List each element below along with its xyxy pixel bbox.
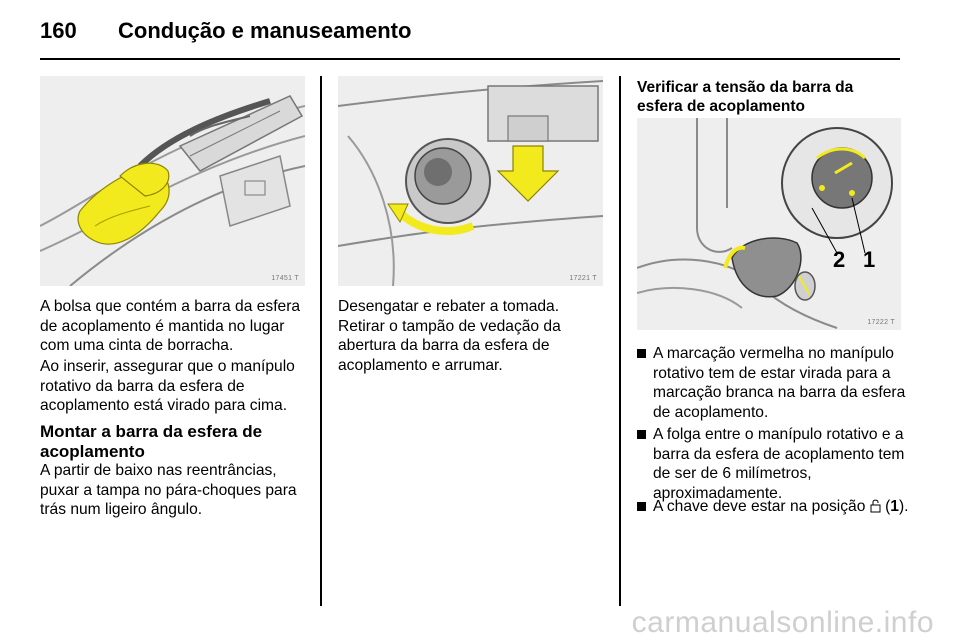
header-rule (40, 58, 900, 60)
page-number: 160 (40, 18, 77, 43)
figure-tension-check (637, 118, 901, 330)
chapter-title: Condução e manuseamento (118, 18, 412, 43)
bullet-3-end: ). (898, 498, 909, 515)
bullet-marker (637, 430, 646, 439)
callout-1: 1 (863, 247, 876, 272)
bullet-3-ref: 1 (890, 498, 899, 515)
page-header (40, 14, 900, 58)
figure-code: 17222 T (867, 319, 895, 326)
column-divider-1 (320, 76, 322, 606)
figure-socket (338, 76, 603, 286)
section-heading-verify: Verificar a tensão da barra da esfera de acoplamento (637, 79, 854, 115)
trunk-bag-illustration (40, 76, 305, 286)
col1-paragraph-2: Ao inserir, assegurar que o manípulo rotativo da barra da esfera de acoplamento está virado para cima. (40, 358, 295, 414)
figure-trunk-bag (40, 76, 305, 286)
watermark: carmanualsonline.info (631, 606, 934, 639)
bullet-text: A marcação vermelha no manípulo rotativo tem de estar virada para a marcação branca na barra da esfera de acoplamento. (653, 345, 906, 421)
lock-open-icon (870, 498, 881, 513)
bullet-text: A folga entre o manípulo rotativo e a barra da esfera de acoplamento tem de ser de 6 milímetros, aproximadamente. (653, 426, 905, 502)
bullet-marker (637, 502, 646, 511)
figure-code: 17221 T (569, 275, 597, 282)
section-heading-mount: Montar a barra da esfera de acoplamento (40, 422, 263, 461)
bullet-3-text: A chave deve estar na posição (653, 498, 866, 515)
figure-code: 17451 T (271, 275, 299, 282)
col1-paragraph-3: A partir de baixo nas reentrâncias, puxar a tampa no pára-choques para trás num ligeiro ângulo. (40, 462, 297, 518)
bullet-text: A chave deve estar na posição (1). (653, 498, 909, 515)
column-divider-2 (619, 76, 621, 606)
tension-check-illustration (637, 118, 901, 330)
callout-2: 2 (833, 247, 846, 272)
bullet-marker (637, 349, 646, 358)
col2-paragraph-1: Desengatar e rebater a tomada. Retirar o tampão de vedação da abertura da barra da esfera de acoplamento e arrumar. (338, 298, 561, 374)
socket-illustration (338, 76, 603, 286)
col1-paragraph-1: A bolsa que contém a barra da esfera de acoplamento é mantida no lugar com uma cinta de borracha. (40, 298, 301, 354)
